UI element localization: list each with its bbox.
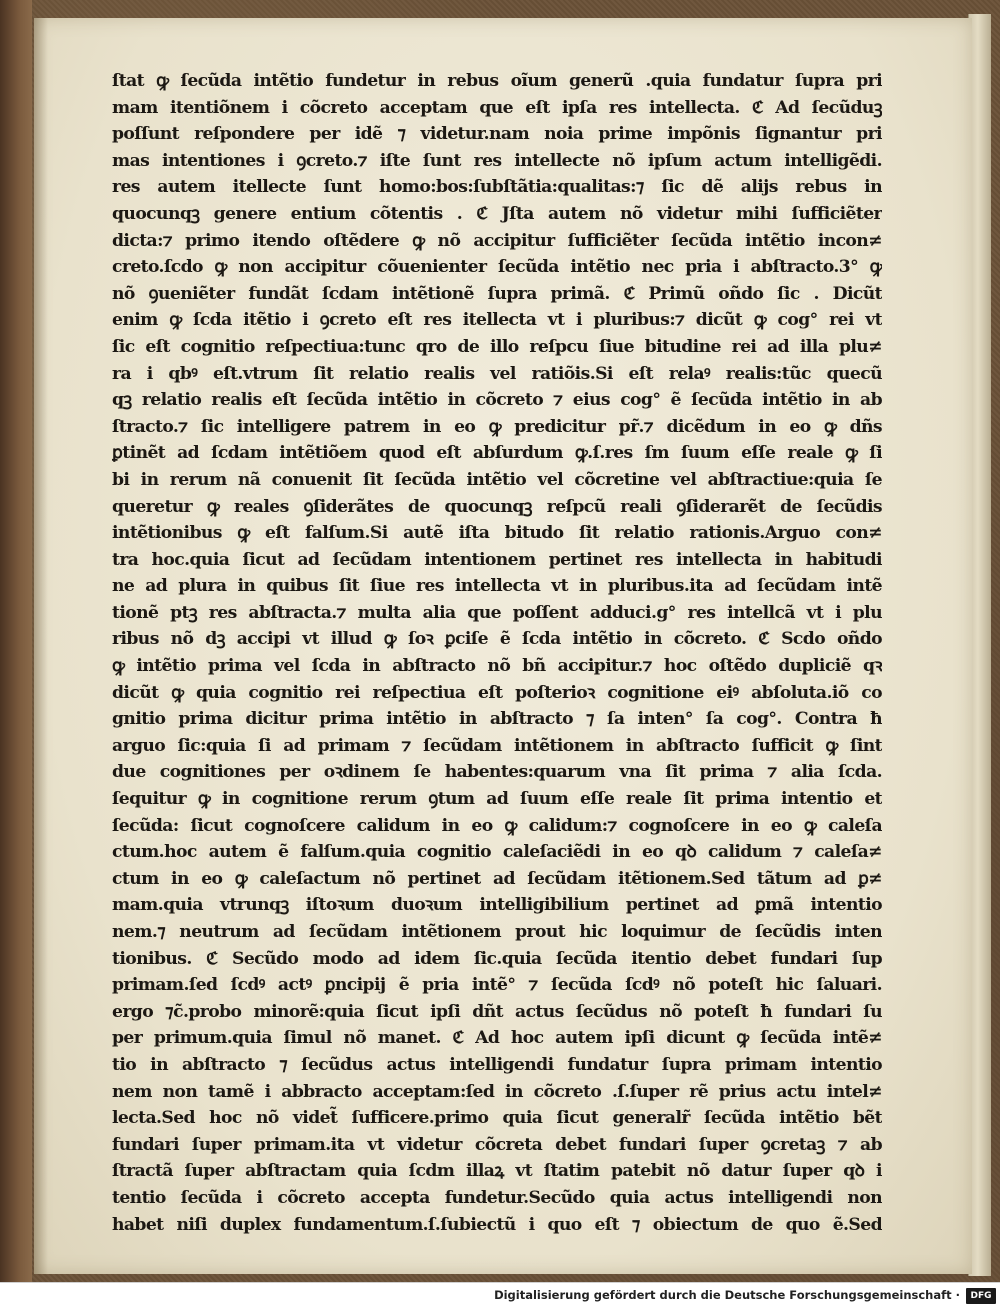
text-line: primam.ſed ſcdꝰ actꝰ ꝑncipij ẽ pria intẽ° ⁊ ſecũda ſcdꝰ nõ poteſt hic ſaluari. xyxy=(112,975,882,996)
text-line: mam itentiõnem i cõcreto acceptam que eſt ipſa res intellecta. ℭ Ad ſecũduꝫ xyxy=(112,97,882,118)
text-line: tionibus. ℭ Secũdo modo ad idem ſic.quia ſecũda itentio debet fundari ſup xyxy=(112,948,882,969)
text-line: ra i qbꝰ eſt.vtrum ſit relatio realis vel ratiõis.Si eſt relaꝰ realis:tũc quecũ xyxy=(112,363,882,384)
text-line: tentio ſecũda i cõcreto accepta fundetur.Secũdo quia actus intelligendi non xyxy=(112,1187,882,1208)
text-line: mas intentiones i ꝯcreto.⁊ iſte ſunt res intellecte nõ ipſum actum intelligẽdi. xyxy=(112,150,882,171)
text-line: nem non tamẽ i abbracto acceptam:ſed in cõcreto .ſ.ſuper rẽ prius actu intel≠ xyxy=(112,1081,882,1102)
text-line: ſic eſt cognitio reſpectiua:tunc qro de illo reſpcu ſiue bitudine rei ad illa plu≠ xyxy=(112,336,882,357)
text-line: gnitio prima dicitur prima intẽtio in abſtracto ⁊ ſa inten° ſa cog°. Contra ħ xyxy=(112,709,882,730)
text-line: mam.quia vtrunqꝫ iſtoꝛum duoꝛum intelligibilium pertinet ad ꝑmã intentio xyxy=(112,895,882,916)
text-line: queretur ꝙ reales ꝯſiderãtes de quocunqꝫ reſpcũ reali ꝯſiderarẽt de ſecũdis xyxy=(112,496,882,517)
digitization-footer xyxy=(0,1282,1000,1309)
text-line: enim ꝙ ſcda itẽtio i ꝯcreto eſt res itellecta vt i pluribus:⁊ dicũt ꝙ cog° rei vt xyxy=(112,310,882,331)
text-line: ꝑtinẽt ad ſcdam intẽtiõem quod eſt abſurdum ꝙ.ſ.res ſm ſuum eſſe reale ꝙ ſi xyxy=(112,443,882,464)
text-line: tio in abſtracto ⁊ ſecũdus actus intelligendi fundatur ſupra primam intentio xyxy=(112,1054,882,1075)
text-line: ribus nõ dꝫ accipi vt illud ꝙ ſoꝛ ꝑciſe ẽ ſcda intẽtio in cõcreto. ℭ Scdo oñdo xyxy=(112,629,882,650)
text-line: ſecũda: ſicut cognoſcere calidum in eo ꝙ calidum:⁊ cognoſcere in eo ꝙ caleſa xyxy=(112,815,882,836)
text-line: tra hoc.quia ſicut ad ſecũdam intentionem pertinet res intellecta in habitudi xyxy=(112,549,882,570)
page-gutter-shadow xyxy=(34,18,48,1274)
text-line: poſſunt reſpondere per idẽ ⁊ videtur.nam noia prime impõnis ſignantur pri xyxy=(112,124,882,145)
text-line: ꝙ intẽtio prima vel ſcda in abſtracto nõ bñ accipitur.⁊ hoc oſtẽdo dupliciẽ qꝛ xyxy=(112,656,882,677)
text-line: ctum in eo ꝙ caleſactum nõ pertinet ad ſecũdam itẽtionem.Sed tãtum ad ꝑ≠ xyxy=(112,868,882,889)
text-line: ſtractã ſuper abſtractam quia ſcdm illaꝝ vt ſtatim patebit nõ datur ſuper qꝺ i xyxy=(112,1161,882,1182)
text-line: ne ad plura in quibus ſit ſiue res intellecta vt in pluribus.ita ad ſecũdam intẽ xyxy=(112,576,882,597)
text-line: due cognitiones per oꝛdinem ſe habentes:quarum vna ſit prima ⁊ alia ſcda. xyxy=(112,762,882,783)
page-text-block xyxy=(112,68,882,1238)
text-line: bi in rerum nã conuenit ſit ſecũda intẽtio vel cõcretine vel abſtractiue:quia ſe xyxy=(112,469,882,490)
text-line: res autem itellecte ſunt homo:bos:ſubſtãtia:qualitas:⁊ ſic dẽ alijs rebus in xyxy=(112,177,882,198)
text-line: nõ ꝯueniẽter fundãt ſcdam intẽtionẽ ſupra primã. ℭ Primũ oñdo ſic . Dicũt xyxy=(112,283,882,304)
text-line: ctum.hoc autem ẽ falſum.quia cognitio caleſaciẽdi in eo qꝺ calidum ⁊ caleſa≠ xyxy=(112,842,882,863)
text-line: quocunqꝫ genere entium cõtentis . ℭ Jſta autem nõ videtur mihi ſufficiẽter xyxy=(112,203,882,224)
book-binding-edge xyxy=(0,0,32,1282)
text-line: fundari ſuper primam.ita vt videtur cõcreta debet fundari ſuper ꝯcretaꝫ ⁊ ab xyxy=(112,1134,882,1155)
dfg-logo: DFG xyxy=(966,1288,996,1304)
text-line: creto.ſcdo ꝙ non accipitur cõuenienter ſecũda intẽtio nec pria i abſtracto.3° ꝙ xyxy=(112,257,882,278)
text-line: dicta:⁊ primo itendo oſtẽdere ꝙ nõ accipitur ſufficiẽter ſecũda intẽtio incon≠ xyxy=(112,230,882,251)
text-line: ergo ⁊c̃.probo minorẽ:quia ſicut ipſi dñt actus ſecũdus nõ poteſt ħ fundari ſu xyxy=(112,1001,882,1022)
text-line: dicũt ꝙ quia cognitio rei reſpectiua eſt poſterioꝛ cognitione eiꝰ abſoluta.iõ co xyxy=(112,682,882,703)
text-line: qꝫ relatio realis eſt ſecũda intẽtio in cõcreto ⁊ eius cog° ẽ ſecũda intẽtio in ab xyxy=(112,390,882,411)
text-line: nem.⁊ neutrum ad ſecũdam intẽtionem prout hic loquimur de ſecũdis inten xyxy=(112,922,882,942)
text-line: habet niſi duplex fundamentum.ſ.ſubiectũ i quo eſt ⁊ obiectum de quo ẽ.Sed xyxy=(112,1214,882,1235)
footer-credit: Digitalisierung gefördert durch die Deutsche Forschungsgemeinschaft · xyxy=(494,1288,960,1302)
text-line: lecta.Sed hoc nõ videt̃ ſufficere.primo quia ſicut generalr̃ ſecũda intẽtio bẽt xyxy=(112,1108,882,1129)
text-line: tionẽ ptꝫ res abſtracta.⁊ multa alia que poſſent adduci.g° res intellcã vt i plu xyxy=(112,602,882,623)
text-line: per primum.quia ſimul nõ manet. ℭ Ad hoc autem ipſi dicunt ꝙ ſecũda intẽ≠ xyxy=(112,1028,882,1049)
text-line: ſequitur ꝙ in cognitione rerum ꝯtum ad ſuum eſſe reale ſit prima intentio et xyxy=(112,789,882,810)
text-line: intẽtionibus ꝙ eſt falſum.Si autẽ iſta bitudo ſit relatio rationis.Arguo con≠ xyxy=(112,523,882,544)
text-line: ſtracto.⁊ ſic intelligere patrem in eo ꝙ predicitur pr̃.⁊ dicẽdum in eo ꝙ dñs xyxy=(112,416,882,437)
text-line: ſtat ꝙ ſecũda intẽtio fundetur in rebus oĩum generũ .quia fundatur ſupra pri xyxy=(112,71,882,91)
text-line: arguo ſic:quia ſi ad primam ⁊ ſecũdam intẽtionem in abſtracto ſufficit ꝙ ſint xyxy=(112,735,882,756)
